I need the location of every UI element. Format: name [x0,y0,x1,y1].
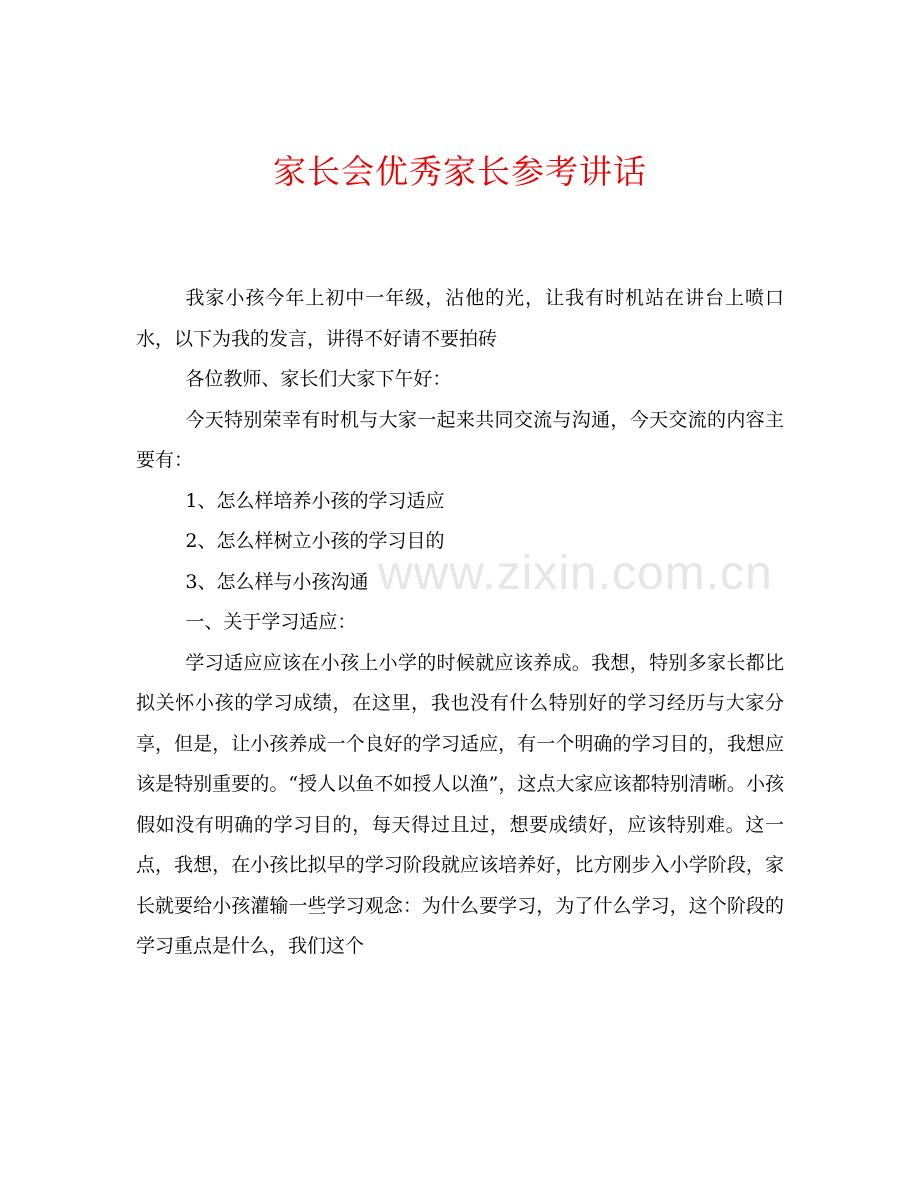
section-heading-study-habits: 一、关于学习适应： [185,611,357,633]
document-body [136,278,784,967]
document-title: 家长会优秀家长参考讲话 [273,152,647,192]
watermark: www.zixin.com.cn [378,547,773,600]
paragraph-topic-3: 3、怎么样与小孩沟通 [185,570,369,593]
paragraph-greeting: 各位教师、家长们大家下午好： [185,368,452,390]
paragraph-study-habits: 学习适应应该在小孩上小学的时候就应该养成。我想，特别多家长都比拟关怀小孩的学习成绩，在这里，我也没有什么特别好的学习经历与大家分享，但是，让小孩养成一个良好的学习适应，有一个明确的学习目的，我想应该是特别重要的。“授人以鱼不如授人以渔”，这点大家应该都特别清晰。小孩假如没有明确的学习目的，每天得过且过，想要成绩好，应该特别难。这一点，我想，在小孩比拟早的学习阶段就应该培养好，比方刚步入小学阶段，家长就要给小孩灌输一些学习观念：为什么要学习，为了什么学习，这个阶段的学习重点是什么，我们这个 [136,651,784,957]
paragraph-intro: 我家小孩今年上初中一年级，沾他的光，让我有时机站在讲台上喷口水，以下为我的发言，讲得不好请不要拍砖 [136,287,784,350]
paragraph-topic-2: 2、怎么样树立小孩的学习目的 [185,530,445,552]
paragraph-topic-1: 1、怎么样培养小孩的学习适应 [185,489,445,512]
paragraph-topics-intro: 今天特别荣幸有时机与大家一起来共同交流与沟通，今天交流的内容主要有： [136,408,784,471]
